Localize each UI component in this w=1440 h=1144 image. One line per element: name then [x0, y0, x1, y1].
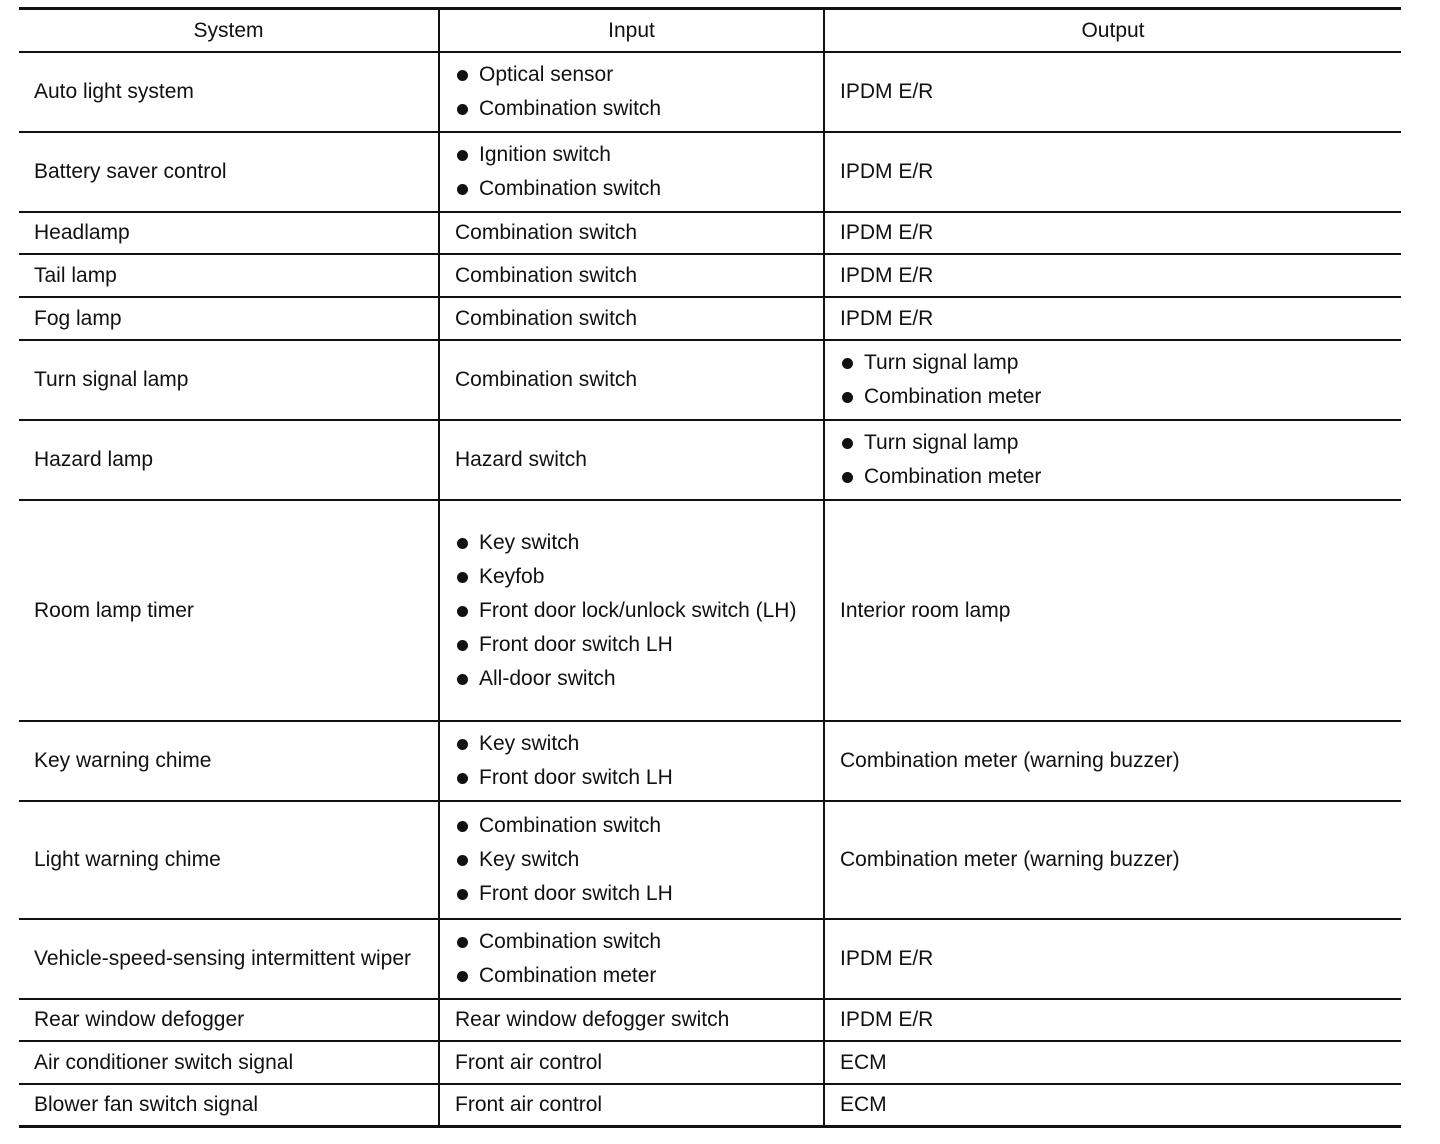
cell-output: ECM [824, 1084, 1401, 1126]
cell-system: Blower fan switch signal [19, 1084, 439, 1126]
cell-system: Air conditioner switch signal [19, 1041, 439, 1084]
input-bullet-list [455, 528, 823, 694]
output-bullet-list [840, 348, 1401, 412]
input-bullet-item: Front door switch LH [455, 879, 823, 909]
cell-output: IPDM E/R [824, 132, 1401, 212]
table-row [19, 1041, 1401, 1084]
cell-output: Interior room lamp [824, 500, 1401, 721]
input-bullet-item: Front door switch LH [455, 763, 823, 793]
table-row [19, 999, 1401, 1041]
output-bullet-item: Combination meter [840, 382, 1401, 412]
output-bullet-list [840, 428, 1401, 492]
cell-input: Combination switch [439, 340, 824, 420]
table-row [19, 132, 1401, 212]
input-bullet-item: Combination meter [455, 961, 823, 991]
cell-system: Hazard lamp [19, 420, 439, 500]
cell-system: Key warning chime [19, 721, 439, 801]
cell-output: IPDM E/R [824, 254, 1401, 297]
input-bullet-list [455, 927, 823, 991]
table-header-row [19, 9, 1401, 53]
input-bullet-item: Key switch [455, 528, 823, 558]
cell-system: Vehicle-speed-sensing intermittent wiper [19, 919, 439, 999]
cell-input: Combination switch [439, 297, 824, 340]
input-bullet-item: Combination switch [455, 927, 823, 957]
cell-system: Tail lamp [19, 254, 439, 297]
cell-system: Rear window defogger [19, 999, 439, 1041]
cell-input [439, 801, 824, 919]
input-bullet-list [455, 729, 823, 793]
cell-system: Room lamp timer [19, 500, 439, 721]
cell-output: Combination meter (warning buzzer) [824, 721, 1401, 801]
input-bullet-item: Key switch [455, 845, 823, 875]
input-bullet-list [455, 60, 823, 124]
cell-input: Combination switch [439, 254, 824, 297]
cell-input: Front air control [439, 1041, 824, 1084]
table-body [19, 52, 1401, 1126]
input-bullet-item: Combination switch [455, 94, 823, 124]
table-row [19, 340, 1401, 420]
table-row [19, 52, 1401, 132]
cell-input: Combination switch [439, 212, 824, 254]
input-bullet-list [455, 140, 823, 204]
cell-system: Light warning chime [19, 801, 439, 919]
table-row [19, 919, 1401, 999]
cell-system: Auto light system [19, 52, 439, 132]
cell-input [439, 721, 824, 801]
cell-output [824, 420, 1401, 500]
cell-system: Headlamp [19, 212, 439, 254]
cell-input: Front air control [439, 1084, 824, 1126]
cell-output: IPDM E/R [824, 297, 1401, 340]
cell-input [439, 500, 824, 721]
cell-output: IPDM E/R [824, 919, 1401, 999]
input-bullet-item: Keyfob [455, 562, 823, 592]
cell-input [439, 919, 824, 999]
table-row [19, 254, 1401, 297]
table-row [19, 212, 1401, 254]
cell-input [439, 132, 824, 212]
cell-output: Combination meter (warning buzzer) [824, 801, 1401, 919]
input-bullet-item: Optical sensor [455, 60, 823, 90]
cell-output [824, 340, 1401, 420]
output-bullet-item: Combination meter [840, 462, 1401, 492]
cell-output: IPDM E/R [824, 212, 1401, 254]
cell-output: IPDM E/R [824, 999, 1401, 1041]
input-bullet-item: Combination switch [455, 174, 823, 204]
output-bullet-item: Turn signal lamp [840, 348, 1401, 378]
input-bullet-item: Front door switch LH [455, 630, 823, 660]
header-input: Input [439, 9, 824, 53]
system-io-table [19, 7, 1401, 1128]
cell-output: ECM [824, 1041, 1401, 1084]
cell-input: Hazard switch [439, 420, 824, 500]
cell-input: Rear window defogger switch [439, 999, 824, 1041]
input-bullet-item: Combination switch [455, 811, 823, 841]
cell-system: Fog lamp [19, 297, 439, 340]
table-row [19, 420, 1401, 500]
header-system: System [19, 9, 439, 53]
table-row [19, 297, 1401, 340]
cell-system: Battery saver control [19, 132, 439, 212]
cell-output: IPDM E/R [824, 52, 1401, 132]
input-bullet-item: All-door switch [455, 664, 823, 694]
table-row [19, 1084, 1401, 1126]
table-row [19, 500, 1401, 721]
input-bullet-item: Front door lock/unlock switch (LH) [455, 596, 823, 626]
cell-system: Turn signal lamp [19, 340, 439, 420]
header-output: Output [824, 9, 1401, 53]
input-bullet-list [455, 811, 823, 909]
table-row [19, 721, 1401, 801]
output-bullet-item: Turn signal lamp [840, 428, 1401, 458]
cell-input [439, 52, 824, 132]
input-bullet-item: Ignition switch [455, 140, 823, 170]
table-row [19, 801, 1401, 919]
input-bullet-item: Key switch [455, 729, 823, 759]
